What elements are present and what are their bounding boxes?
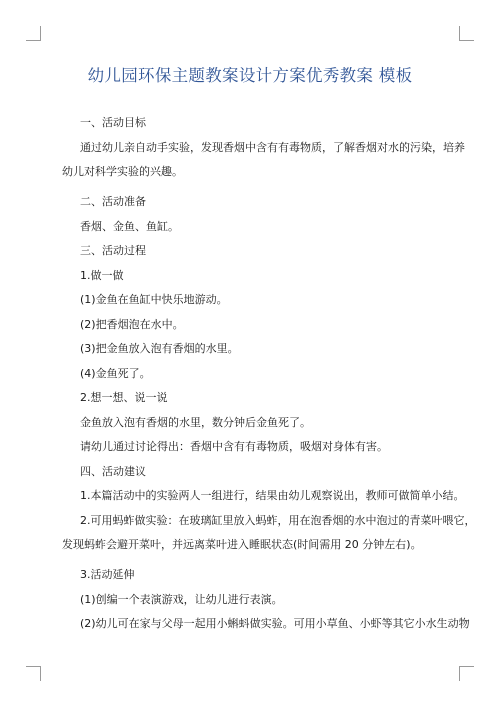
section-heading-process: 三、活动过程 <box>80 244 146 257</box>
section-heading-goals: 一、活动目标 <box>80 116 146 129</box>
crop-mark-top-right <box>459 26 474 41</box>
paragraph-line: 通过幼儿亲自动手实验，发现香烟中含有有毒物质，了解香烟对水的污染，培养 <box>80 141 465 154</box>
list-item: (2)幼儿可在家与父母一起用小蝌蚪做实验。可用小草鱼、小虾等其它小水生动物 <box>80 617 470 630</box>
list-item: (3)把金鱼放入泡有香烟的水里。 <box>80 342 239 355</box>
crop-mark-bottom-right <box>459 666 474 681</box>
document-title: 幼儿园环保主题教案设计方案优秀教案 模板 <box>87 66 413 85</box>
paragraph-line: 1.本篇活动中的实验两人一组进行，结果由幼儿观察说出，教师可做简单小结。 <box>80 489 465 502</box>
paragraph-line: 幼儿对科学实验的兴趣。 <box>62 165 183 178</box>
paragraph-line: 请幼儿通过讨论得出：香烟中含有有毒物质，吸烟对身体有害。 <box>80 440 388 453</box>
list-item: (2)把香烟泡在水中。 <box>80 318 184 331</box>
paragraph-line: 2.可用蚂蚱做实验：在玻璃缸里放入蚂蚱，用在泡香烟的水中泡过的青菜叶喂它， <box>80 514 476 527</box>
list-item: (1)金鱼在鱼缸中快乐地游动。 <box>80 293 228 306</box>
subheading-extension: 3.活动延伸 <box>80 568 135 581</box>
section-heading-prep: 二、活动准备 <box>80 195 146 208</box>
list-item: (4)金鱼死了。 <box>80 367 151 380</box>
crop-mark-top-left <box>26 26 41 41</box>
paragraph-line: 金鱼放入泡有香烟的水里，数分钟后金鱼死了。 <box>80 416 311 429</box>
crop-mark-bottom-left <box>26 666 41 681</box>
paragraph-goals <box>62 141 465 179</box>
section-heading-suggestions: 四、活动建议 <box>80 465 146 478</box>
subheading-think: 2.想一想、说一说 <box>80 391 168 404</box>
list-item: (1)创编一个表演游戏，让幼儿进行表演。 <box>80 593 283 606</box>
paragraph-line: 香烟、金鱼、鱼缸。 <box>80 220 179 233</box>
paragraph-line: 发现蚂蚱会避开菜叶，并远离菜叶进入睡眠状态(时间需用 20 分钟左右)。 <box>62 538 422 551</box>
subheading-do: 1.做一做 <box>80 269 124 282</box>
paragraph-grasshopper <box>62 514 476 552</box>
